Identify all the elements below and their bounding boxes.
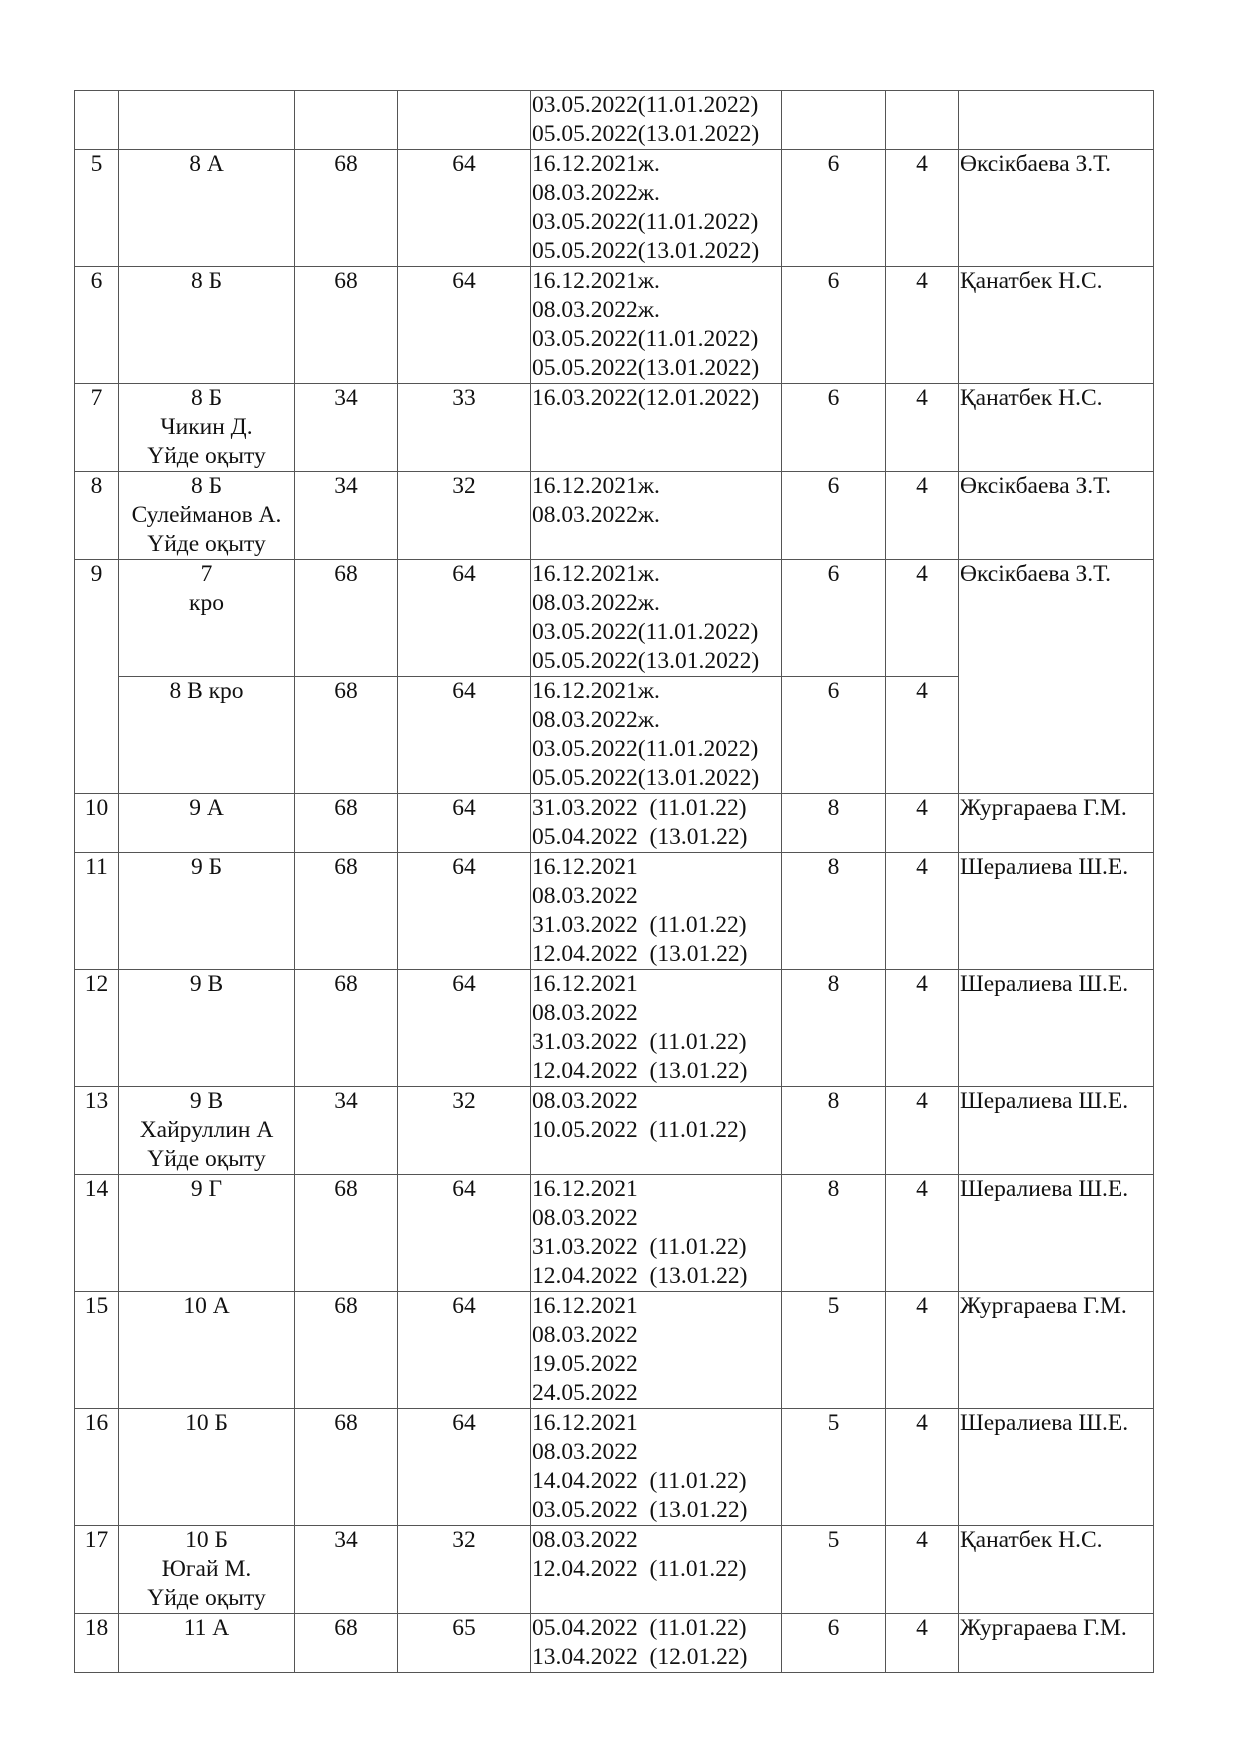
dates-cell <box>531 853 782 970</box>
date-line: 12.04.2022 (13.01.22) <box>532 1058 748 1084</box>
teacher-cell <box>959 91 1154 150</box>
date-line: 12.04.2022 (13.01.22) <box>532 941 748 967</box>
value-a-cell: 5 <box>782 1292 886 1409</box>
date-line: 12.04.2022 (11.01.22) <box>532 1556 747 1582</box>
class-line: Үйде оқыту <box>147 531 266 557</box>
hours-cell: 34 <box>295 1087 398 1175</box>
given-hours-cell: 32 <box>398 1087 531 1175</box>
class-line: 8 А <box>189 151 224 177</box>
dates-cell <box>531 560 782 677</box>
row-number-cell <box>75 91 119 150</box>
class-line: 10 Б <box>185 1527 228 1553</box>
row-number-cell: 14 <box>75 1175 119 1292</box>
date-line: 03.05.2022 (13.01.22) <box>532 1497 748 1523</box>
dates-cell <box>531 1614 782 1673</box>
table-row <box>75 1526 1154 1614</box>
date-line: 16.12.2021ж. <box>532 561 660 587</box>
value-b-cell: 4 <box>886 1292 959 1409</box>
date-line: 03.05.2022(11.01.2022) <box>532 92 759 118</box>
value-b-cell: 4 <box>886 1087 959 1175</box>
given-hours-cell: 64 <box>398 1409 531 1526</box>
row-number-cell: 9 <box>75 560 119 794</box>
table-row <box>75 1087 1154 1175</box>
date-line: 16.12.2021 <box>532 1410 638 1436</box>
dates-cell <box>531 267 782 384</box>
date-line: 08.03.2022 <box>532 1322 638 1348</box>
value-b-cell: 4 <box>886 267 959 384</box>
date-line: 16.12.2021ж. <box>532 268 660 294</box>
row-number-cell: 15 <box>75 1292 119 1409</box>
value-b-cell: 4 <box>886 384 959 472</box>
schedule-table <box>74 90 1154 1673</box>
dates-cell <box>531 1409 782 1526</box>
value-a-cell: 6 <box>782 384 886 472</box>
class-cell <box>119 1614 295 1673</box>
table-row <box>75 384 1154 472</box>
value-a-cell: 6 <box>782 677 886 794</box>
hours-cell: 68 <box>295 677 398 794</box>
table-row <box>75 472 1154 560</box>
date-line: 08.03.2022 <box>532 1000 638 1026</box>
date-line: 31.03.2022 (11.01.22) <box>532 1234 747 1260</box>
row-number-cell: 6 <box>75 267 119 384</box>
hours-cell: 68 <box>295 853 398 970</box>
table-row <box>75 267 1154 384</box>
value-b-cell: 4 <box>886 150 959 267</box>
row-number-cell: 13 <box>75 1087 119 1175</box>
table-row <box>75 1614 1154 1673</box>
value-a-cell: 8 <box>782 970 886 1087</box>
row-number-cell: 16 <box>75 1409 119 1526</box>
date-line: 03.05.2022(11.01.2022) <box>532 326 759 352</box>
hours-cell: 34 <box>295 384 398 472</box>
date-line: 16.12.2021ж. <box>532 678 660 704</box>
dates-cell <box>531 1087 782 1175</box>
row-number-cell: 18 <box>75 1614 119 1673</box>
class-line: Үйде оқыту <box>147 443 266 469</box>
date-line: 05.05.2022(13.01.2022) <box>532 648 760 674</box>
value-b-cell: 4 <box>886 794 959 853</box>
date-line: 08.03.2022 <box>532 883 638 909</box>
teacher-cell: Өксікбаева З.Т. <box>959 560 1154 794</box>
dates-cell <box>531 677 782 794</box>
dates-cell <box>531 384 782 472</box>
teacher-cell: Қанатбек Н.С. <box>959 1526 1154 1614</box>
value-b-cell: 4 <box>886 1175 959 1292</box>
schedule-table-body <box>75 91 1154 1673</box>
date-line: 16.12.2021 <box>532 1293 638 1319</box>
value-a-cell: 6 <box>782 1614 886 1673</box>
value-b-cell: 4 <box>886 1409 959 1526</box>
table-row <box>75 91 1154 150</box>
hours-cell: 68 <box>295 1409 398 1526</box>
class-line: 7 <box>200 561 213 587</box>
value-b-cell: 4 <box>886 1526 959 1614</box>
class-line: 10 А <box>183 1293 230 1319</box>
dates-cell <box>531 794 782 853</box>
given-hours-cell: 64 <box>398 267 531 384</box>
class-cell <box>119 1175 295 1292</box>
date-line: 16.12.2021 <box>532 854 638 880</box>
row-number-cell: 10 <box>75 794 119 853</box>
hours-cell: 34 <box>295 1526 398 1614</box>
hours-cell: 68 <box>295 1292 398 1409</box>
table-row <box>75 794 1154 853</box>
date-line: 05.04.2022 (11.01.22) <box>532 1615 747 1641</box>
date-line: 05.04.2022 (13.01.22) <box>532 824 748 850</box>
value-a-cell <box>782 91 886 150</box>
teacher-cell: Шералиева Ш.Е. <box>959 1175 1154 1292</box>
date-line: 16.12.2021ж. <box>532 473 660 499</box>
given-hours-cell: 64 <box>398 560 531 677</box>
teacher-cell: Шералиева Ш.Е. <box>959 1087 1154 1175</box>
date-line: 08.03.2022 <box>532 1439 638 1465</box>
hours-cell: 68 <box>295 560 398 677</box>
row-number-cell: 5 <box>75 150 119 267</box>
row-number-cell: 8 <box>75 472 119 560</box>
date-line: 03.05.2022(11.01.2022) <box>532 619 759 645</box>
table-row <box>75 150 1154 267</box>
class-cell <box>119 970 295 1087</box>
class-line: 10 Б <box>185 1410 228 1436</box>
teacher-cell: Жургараева Г.М. <box>959 794 1154 853</box>
hours-cell: 68 <box>295 1614 398 1673</box>
date-line: 08.03.2022ж. <box>532 707 660 733</box>
class-cell <box>119 267 295 384</box>
value-a-cell: 5 <box>782 1526 886 1614</box>
date-line: 13.04.2022 (12.01.22) <box>532 1644 748 1670</box>
teacher-cell: Шералиева Ш.Е. <box>959 970 1154 1087</box>
date-line: 16.12.2021 <box>532 1176 638 1202</box>
class-line: 9 Г <box>190 1176 223 1202</box>
date-line: 08.03.2022 <box>532 1088 638 1114</box>
date-line: 05.05.2022(13.01.2022) <box>532 121 760 147</box>
class-line: 8 Б <box>190 473 223 499</box>
hours-cell: 68 <box>295 1175 398 1292</box>
teacher-cell: Қанатбек Н.С. <box>959 384 1154 472</box>
date-line: 03.05.2022(11.01.2022) <box>532 736 759 762</box>
dates-cell <box>531 472 782 560</box>
given-hours-cell: 33 <box>398 384 531 472</box>
value-b-cell: 4 <box>886 1614 959 1673</box>
date-line: 05.05.2022(13.01.2022) <box>532 355 760 381</box>
date-line: 10.05.2022 (11.01.22) <box>532 1117 747 1143</box>
class-cell <box>119 150 295 267</box>
value-b-cell <box>886 91 959 150</box>
table-row <box>75 1409 1154 1526</box>
hours-cell: 68 <box>295 970 398 1087</box>
class-cell <box>119 1087 295 1175</box>
class-cell <box>119 853 295 970</box>
class-cell <box>119 677 295 794</box>
dates-cell <box>531 1526 782 1614</box>
given-hours-cell: 65 <box>398 1614 531 1673</box>
class-line: Хайруллин А <box>139 1117 274 1143</box>
date-line: 05.05.2022(13.01.2022) <box>532 765 760 791</box>
table-row <box>75 1292 1154 1409</box>
given-hours-cell: 64 <box>398 1292 531 1409</box>
date-line: 14.04.2022 (11.01.22) <box>532 1468 747 1494</box>
given-hours-cell: 64 <box>398 677 531 794</box>
class-cell <box>119 560 295 677</box>
hours-cell: 68 <box>295 150 398 267</box>
row-number-cell: 12 <box>75 970 119 1087</box>
given-hours-cell: 64 <box>398 150 531 267</box>
teacher-cell: Өксікбаева З.Т. <box>959 150 1154 267</box>
class-line: Үйде оқыту <box>147 1146 266 1172</box>
class-line: 8 В кро <box>169 678 244 704</box>
class-cell <box>119 794 295 853</box>
class-cell <box>119 91 295 150</box>
table-row <box>75 853 1154 970</box>
class-line: Сулейманов А. <box>131 502 282 528</box>
class-cell <box>119 384 295 472</box>
hours-cell: 68 <box>295 794 398 853</box>
class-cell <box>119 1409 295 1526</box>
dates-cell <box>531 1292 782 1409</box>
class-cell <box>119 1526 295 1614</box>
given-hours-cell <box>398 91 531 150</box>
teacher-cell: Өксікбаева З.Т. <box>959 472 1154 560</box>
date-line: 16.12.2021ж. <box>532 151 660 177</box>
date-line: 12.04.2022 (13.01.22) <box>532 1263 748 1289</box>
value-b-cell: 4 <box>886 472 959 560</box>
date-line: 08.03.2022ж. <box>532 590 660 616</box>
date-line: 31.03.2022 (11.01.22) <box>532 1029 747 1055</box>
date-line: 16.12.2021 <box>532 971 638 997</box>
date-line: 19.05.2022 <box>532 1351 638 1377</box>
class-line: Үйде оқыту <box>147 1585 266 1611</box>
class-line: 9 В <box>189 1088 224 1114</box>
value-b-cell: 4 <box>886 560 959 677</box>
dates-cell <box>531 150 782 267</box>
date-line: 31.03.2022 (11.01.22) <box>532 912 747 938</box>
row-number-cell: 17 <box>75 1526 119 1614</box>
value-a-cell: 6 <box>782 150 886 267</box>
hours-cell: 68 <box>295 267 398 384</box>
teacher-cell: Жургараева Г.М. <box>959 1614 1154 1673</box>
hours-cell <box>295 91 398 150</box>
teacher-cell: Шералиева Ш.Е. <box>959 853 1154 970</box>
table-row <box>75 560 1154 677</box>
date-line: 03.05.2022(11.01.2022) <box>532 209 759 235</box>
given-hours-cell: 64 <box>398 970 531 1087</box>
date-line: 05.05.2022(13.01.2022) <box>532 238 760 264</box>
given-hours-cell: 32 <box>398 1526 531 1614</box>
value-a-cell: 8 <box>782 1175 886 1292</box>
given-hours-cell: 64 <box>398 794 531 853</box>
class-line: 8 Б <box>190 385 223 411</box>
hours-cell: 34 <box>295 472 398 560</box>
class-line: кро <box>189 590 224 616</box>
date-line: 24.05.2022 <box>532 1380 638 1406</box>
class-line: Югай М. <box>161 1556 252 1582</box>
date-line: 08.03.2022 <box>532 1205 638 1231</box>
date-line: 08.03.2022ж. <box>532 297 660 323</box>
table-row <box>75 1175 1154 1292</box>
given-hours-cell: 64 <box>398 1175 531 1292</box>
class-line: Чикин Д. <box>160 414 253 440</box>
value-b-cell: 4 <box>886 853 959 970</box>
value-a-cell: 8 <box>782 853 886 970</box>
teacher-cell: Қанатбек Н.С. <box>959 267 1154 384</box>
value-a-cell: 6 <box>782 472 886 560</box>
class-cell <box>119 472 295 560</box>
class-line: 9 В <box>189 971 224 997</box>
date-line: 08.03.2022ж. <box>532 502 660 528</box>
value-b-cell: 4 <box>886 970 959 1087</box>
value-a-cell: 8 <box>782 794 886 853</box>
class-line: 8 Б <box>190 268 223 294</box>
dates-cell <box>531 1175 782 1292</box>
class-line: 11 А <box>183 1615 230 1641</box>
dates-cell <box>531 970 782 1087</box>
table-row <box>75 970 1154 1087</box>
class-cell <box>119 1292 295 1409</box>
value-a-cell: 6 <box>782 267 886 384</box>
date-line: 08.03.2022ж. <box>532 180 660 206</box>
class-line: 9 Б <box>190 854 223 880</box>
value-a-cell: 8 <box>782 1087 886 1175</box>
given-hours-cell: 32 <box>398 472 531 560</box>
teacher-cell: Жургараева Г.М. <box>959 1292 1154 1409</box>
class-line: 9 А <box>189 795 224 821</box>
dates-cell <box>531 91 782 150</box>
value-a-cell: 6 <box>782 560 886 677</box>
row-number-cell: 7 <box>75 384 119 472</box>
date-line: 16.03.2022(12.01.2022) <box>532 385 760 411</box>
row-number-cell: 11 <box>75 853 119 970</box>
value-b-cell: 4 <box>886 677 959 794</box>
date-line: 08.03.2022 <box>532 1527 638 1553</box>
value-a-cell: 5 <box>782 1409 886 1526</box>
teacher-cell: Шералиева Ш.Е. <box>959 1409 1154 1526</box>
date-line: 31.03.2022 (11.01.22) <box>532 795 747 821</box>
given-hours-cell: 64 <box>398 853 531 970</box>
